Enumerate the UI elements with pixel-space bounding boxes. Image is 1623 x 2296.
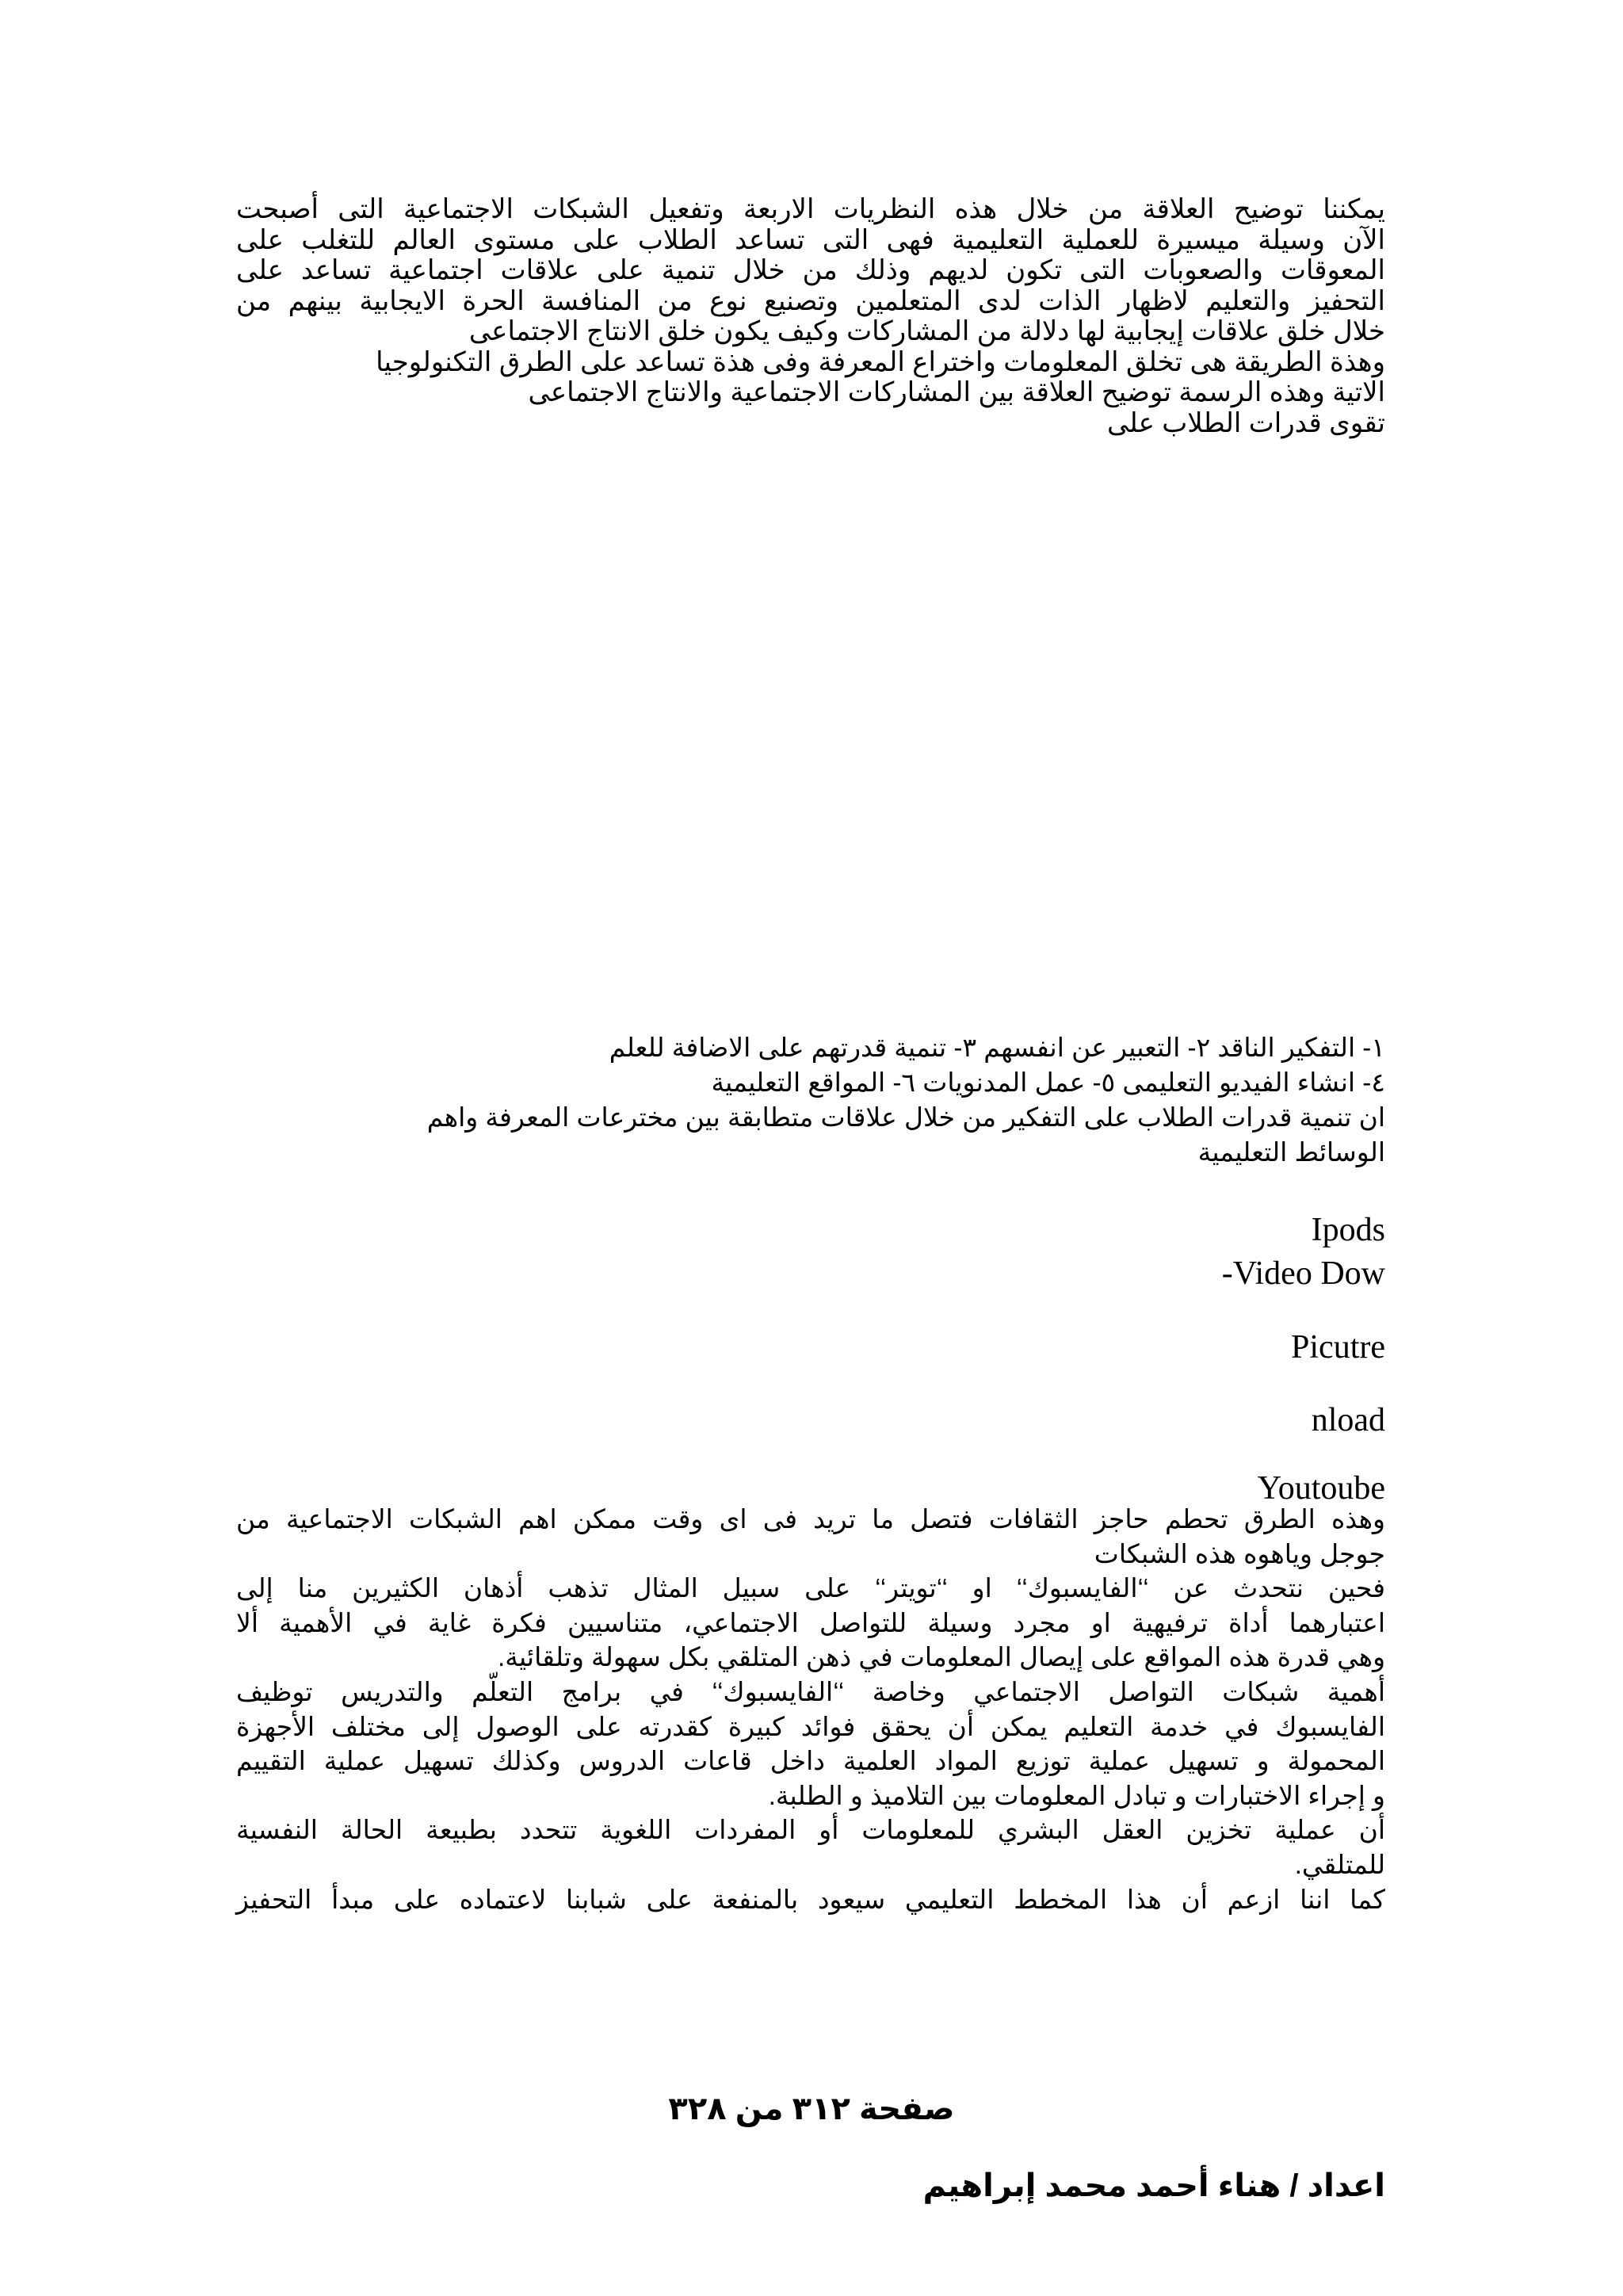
text-line: أن عملية تخزين العقل البشري للمعلومات أو المفردات اللغوية تتحدد بطبيعة الحالة النفسية: [236, 1815, 1385, 1845]
author-credit: اعداد / هناء أحمد محمد إبراهيم: [922, 2168, 1385, 2203]
latin-item-nload: nload: [1311, 1402, 1385, 1438]
text-line: فحين نتحدث عن ‘‘الفايسبوك‘‘ او ‘‘تويتر‘‘ على سبيل المثال تذهب أذهان الكثيرين منا إلى: [236, 1573, 1385, 1603]
text-line: المحمولة و تسهيل عملية توزيع المواد العلمية داخل قاعات الدروس وكذلك تسهيل عملية التقييم: [236, 1746, 1385, 1776]
text-line: الوسائط التعليمية: [1197, 1137, 1385, 1167]
text-line: وهذة الطريقة هى تخلق المعلومات واختراع المعرفة وفى هذة تساعد على الطرق التكنولوجيا: [376, 346, 1385, 377]
text-line: للمتلقي.: [1294, 1849, 1385, 1879]
skills-list: [236, 1030, 1385, 1170]
latin-item-picutre: Picutre: [1291, 1329, 1385, 1366]
text-line: وهي قدرة هذه المواقع على إيصال المعلومات في ذهن المتلقي بكل سهولة وتلقائية.: [498, 1642, 1385, 1672]
list-item: ٤- انشاء الفيديو التعليمى ٥- عمل المدنويات ٦- المواقع التعليمية: [711, 1068, 1385, 1097]
social-networks-paragraph: [236, 1502, 1385, 1916]
text-line: يمكننا توضيح العلاقة من خلال هذه النظريات الاربعة وتفعيل الشبكات الاجتماعية التى أصبحت: [236, 194, 1385, 224]
text-line: الاتية وهذه الرسمة توضيح العلاقة بين المشاركات الاجتماعية والانتاج الاجتماعى: [528, 377, 1385, 407]
list-item: ١- التفكير الناقد ٢- التعبير عن انفسهم ٣- تنمية قدرتهم على الاضافة للعلم: [609, 1033, 1385, 1062]
text-line: أهمية شبكات التواصل الاجتماعي وخاصة ‘‘الفايسبوك‘‘ في برامج التعلّم والتدريس توظيف: [236, 1676, 1385, 1706]
latin-item-video-dow: -Video Dow: [1221, 1255, 1385, 1292]
text-line: الفايسبوك في خدمة التعليم يمكن أن يحقق فوائد كبيرة كقدرته على الوصول إلى مختلف الأجهزة: [236, 1711, 1385, 1741]
text-line: و إجراء الاختبارات و تبادل المعلومات بين التلاميذ و الطلبة.: [768, 1780, 1385, 1810]
text-line: المعوقات والصعوبات التى تكون لديهم وذلك من خلال تنمية على علاقات اجتماعية تساعد على: [236, 255, 1385, 285]
text-line: التحفيز والتعليم لاظهار الذات لدى المتعلمين وتصنيع نوع من المنافسة الحرة الايجابية بينهم من: [236, 285, 1385, 316]
text-line: كما اننا ازعم أن هذا المخطط التعليمي سيعود بالمنفعة على شبابنا لاعتماده على مبدأ التحفيز: [236, 1884, 1385, 1914]
text-line: خلال خلق علاقات إيجابية لها دلالة من المشاركات وكيف يكون خلق الانتاج الاجتماعى: [468, 316, 1385, 346]
page-number: صفحة ٣١٢ من ٣٢٨: [668, 2092, 955, 2126]
text-line: الآن وسيلة ميسيرة للعملية التعليمية فهى التى تساعد الطلاب على مستوى العالم للتغلب على: [236, 224, 1385, 255]
text-line: تقوى قدرات الطلاب على: [1106, 407, 1385, 438]
text-line: اعتبارهما أداة ترفيهية او مجرد وسيلة للتواصل الاجتماعي، متناسيين فكرة غاية في الأهمية ألا: [236, 1607, 1385, 1637]
text-line: جوجل وياهوه هذه الشبكات: [1094, 1538, 1385, 1568]
text-line: وهذه الطرق تحطم حاجز الثقافات فتصل ما تريد فى اى وقت ممكن اهم الشبكات الاجتماعية من: [236, 1504, 1385, 1534]
text-line: ان تنمية قدرات الطلاب على التفكير من خلال علاقات متطابقة بين مخترعات المعرفة واهم: [426, 1102, 1385, 1132]
latin-item-ipods: Ipods: [1311, 1212, 1385, 1248]
latin-item-youtoube: Youtoube: [1257, 1470, 1385, 1507]
intro-paragraph: [236, 194, 1385, 438]
